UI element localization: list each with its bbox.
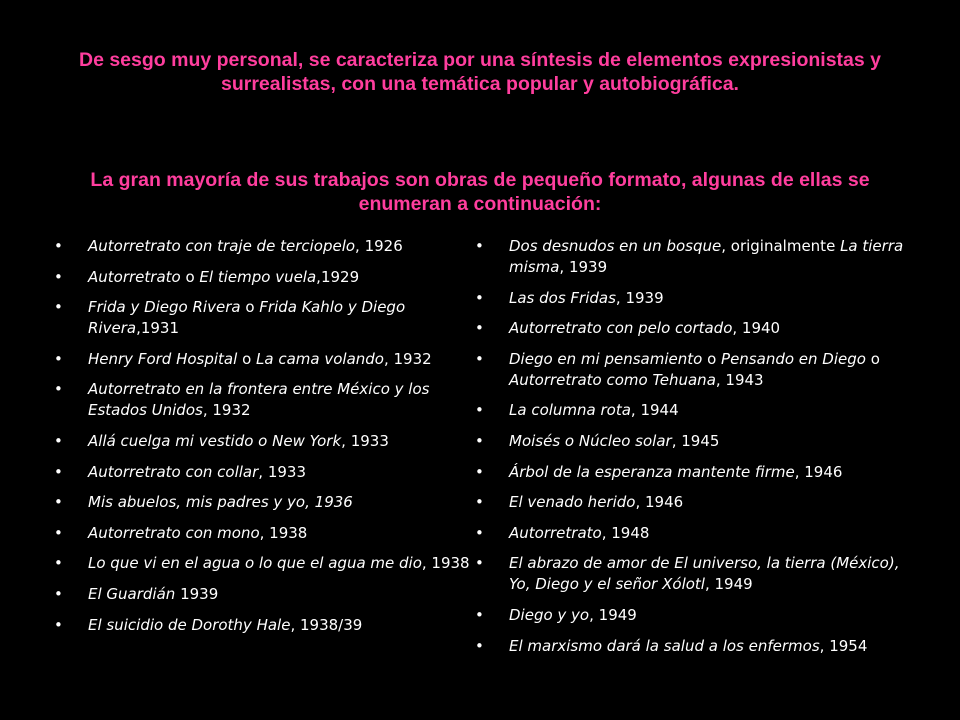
work-title: El marxismo dará la salud a los enfermos bbox=[509, 636, 820, 655]
bullet-icon: • bbox=[475, 431, 484, 450]
work-title: La cama volando bbox=[256, 349, 384, 368]
work-detail: 1939 bbox=[175, 584, 219, 603]
work-title: Autorretrato con collar bbox=[88, 462, 259, 481]
work-detail: o bbox=[865, 349, 880, 368]
work-detail: , 1946 bbox=[635, 493, 684, 512]
work-title: El tiempo vuela bbox=[199, 267, 317, 286]
work-title: Autorretrato con mono bbox=[88, 523, 260, 542]
bullet-icon: • bbox=[54, 462, 63, 481]
work-title: El venado herido bbox=[509, 493, 636, 512]
bullet-icon: • bbox=[54, 237, 63, 255]
work-detail: , 1926 bbox=[355, 237, 403, 255]
work-title: El abrazo de amor de El universo, la tierra (México), Yo, Diego y el señor Xólotl bbox=[509, 554, 900, 594]
list-item bbox=[54, 267, 474, 288]
work-title: Autorretrato con pelo cortado bbox=[509, 319, 733, 338]
work-detail: o bbox=[180, 267, 200, 286]
work-detail: , 1943 bbox=[715, 370, 764, 389]
bullet-icon: • bbox=[54, 431, 63, 450]
intro-heading: De sesgo muy personal, se caracteriza por una síntesis de elementos expresionistas y surrealistas, con una temática popular y autobiográfica. bbox=[78, 49, 881, 95]
bullet-icon: • bbox=[54, 615, 63, 634]
work-title: Las dos Fridas bbox=[509, 288, 616, 307]
work-title: El Guardián bbox=[88, 584, 176, 603]
list-heading: La gran mayoría de sus trabajos son obras de pequeño formato, algunas de ellas se enumeran a continuación: bbox=[90, 169, 870, 215]
work-detail: , 1933 bbox=[341, 431, 389, 450]
bullet-icon: • bbox=[475, 288, 484, 307]
bullet-icon: • bbox=[475, 237, 484, 255]
bullet-icon: • bbox=[475, 462, 484, 481]
work-title: Allá cuelga mi vestido o New York bbox=[88, 431, 342, 450]
bullet-icon: • bbox=[475, 523, 484, 542]
work-title: Moisés o Núcleo solar bbox=[509, 431, 672, 450]
work-detail: , 1933 bbox=[258, 462, 306, 481]
work-detail: , 1940 bbox=[732, 319, 781, 338]
work-detail: , 1938 bbox=[421, 554, 470, 573]
work-title: La columna rota bbox=[509, 401, 631, 420]
work-title: Henry Ford Hospital bbox=[88, 349, 238, 368]
bullet-icon: • bbox=[54, 493, 63, 512]
bullet-icon: • bbox=[475, 319, 484, 338]
work-detail: o bbox=[240, 298, 260, 317]
work-detail: ,1929 bbox=[316, 267, 360, 286]
work-title: Frida y Diego Rivera bbox=[88, 298, 241, 317]
list-item bbox=[475, 318, 915, 339]
work-detail: , originalmente bbox=[721, 237, 841, 255]
bullet-icon: • bbox=[54, 554, 63, 573]
list-item bbox=[54, 297, 474, 339]
work-detail: , 1945 bbox=[671, 431, 720, 450]
work-title: Pensando en Diego bbox=[721, 349, 866, 368]
bullet-icon: • bbox=[54, 298, 63, 317]
list-item bbox=[54, 523, 474, 544]
bullet-icon: • bbox=[475, 401, 484, 420]
work-detail: , 1949 bbox=[589, 605, 637, 624]
list-item bbox=[475, 462, 915, 483]
work-detail: , 1948 bbox=[601, 523, 650, 542]
bullet-icon: • bbox=[54, 349, 63, 368]
work-title: El suicidio de Dorothy Hale bbox=[88, 615, 291, 634]
work-title: Diego en mi pensamiento bbox=[509, 349, 703, 368]
work-title: Autorretrato bbox=[88, 267, 181, 286]
list-item bbox=[54, 462, 474, 483]
work-detail: o bbox=[702, 349, 722, 368]
list-item bbox=[475, 431, 915, 452]
bullet-icon: • bbox=[475, 554, 484, 573]
list-item bbox=[54, 553, 474, 574]
list-item bbox=[54, 349, 474, 370]
work-detail: , 1954 bbox=[819, 636, 868, 655]
work-detail: , 1939 bbox=[615, 288, 664, 307]
work-title: Autorretrato en la frontera entre México y los Estados Unidos bbox=[88, 380, 430, 420]
work-title: Autorretrato con traje de terciopelo bbox=[88, 237, 356, 255]
bullet-icon: • bbox=[475, 349, 484, 368]
list-item bbox=[54, 431, 474, 452]
work-detail: , 1939 bbox=[559, 258, 608, 276]
bullet-icon: • bbox=[54, 267, 63, 286]
bullet-icon: • bbox=[475, 605, 484, 624]
work-detail: o bbox=[237, 349, 257, 368]
list-item bbox=[475, 523, 915, 544]
work-detail: , 1949 bbox=[704, 575, 753, 594]
works-list-left bbox=[54, 236, 474, 645]
bullet-icon: • bbox=[54, 380, 63, 399]
work-detail: , 1938 bbox=[259, 523, 308, 542]
list-item bbox=[54, 379, 474, 421]
work-detail: , 1938/39 bbox=[290, 615, 363, 634]
work-title: Autorretrato bbox=[509, 523, 602, 542]
work-title: Diego y yo bbox=[509, 605, 590, 624]
list-item bbox=[475, 492, 915, 513]
bullet-icon: • bbox=[475, 493, 484, 512]
work-detail: , 1946 bbox=[794, 462, 843, 481]
list-item bbox=[475, 636, 915, 657]
work-title: Frida Kahlo y Diego Rivera bbox=[88, 298, 406, 338]
bullet-icon: • bbox=[54, 523, 63, 542]
bullet-icon: • bbox=[54, 584, 63, 603]
work-title: La tierra misma bbox=[509, 237, 904, 276]
work-title: Dos desnudos en un bosque bbox=[509, 237, 722, 255]
works-list-right bbox=[475, 236, 915, 666]
list-item bbox=[475, 605, 915, 626]
work-detail: ,1931 bbox=[136, 319, 180, 338]
work-title: Autorretrato como Tehuana bbox=[509, 370, 716, 389]
list-item bbox=[54, 615, 474, 636]
list-item bbox=[54, 236, 474, 257]
list-item bbox=[475, 400, 915, 421]
work-title: Árbol de la esperanza mantente firme bbox=[509, 462, 795, 481]
list-item bbox=[54, 492, 474, 513]
list-item bbox=[54, 584, 474, 605]
list-item bbox=[475, 288, 915, 309]
list-item bbox=[475, 236, 915, 278]
work-title: Lo que vi en el agua o lo que el agua me dio bbox=[88, 554, 422, 573]
list-item bbox=[475, 553, 915, 595]
bullet-icon: • bbox=[475, 636, 484, 655]
work-detail: , 1944 bbox=[630, 401, 679, 420]
work-detail: , 1932 bbox=[383, 349, 432, 368]
work-detail: , 1932 bbox=[202, 401, 251, 420]
list-item bbox=[475, 349, 915, 391]
work-title: Mis abuelos, mis padres y yo, 1936 bbox=[88, 493, 353, 512]
